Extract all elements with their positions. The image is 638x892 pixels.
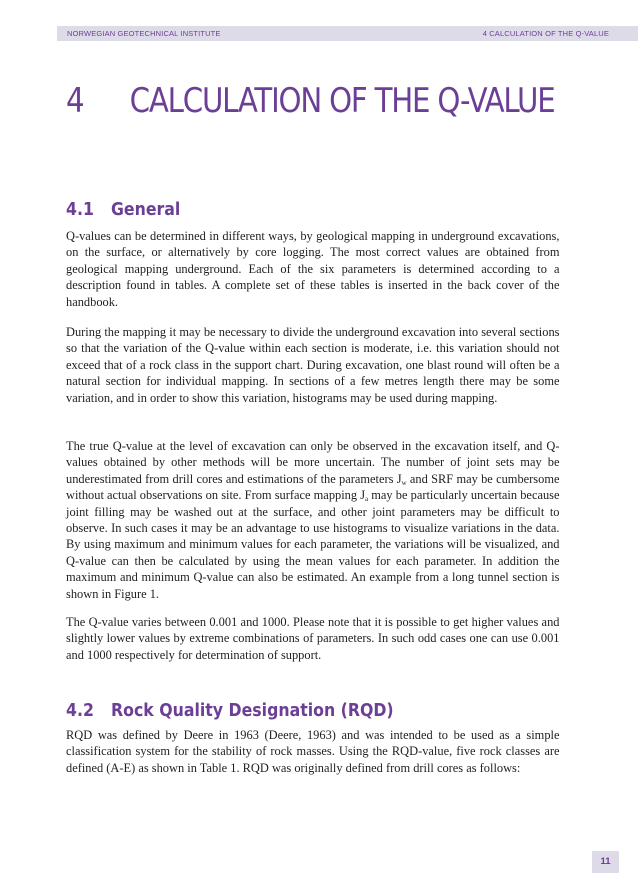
chapter-title: CALCULATION OF THE Q-VALUE xyxy=(129,81,555,121)
section-number: 4.2 xyxy=(66,701,94,721)
header-publisher: NORWEGIAN GEOTECHNICAL INSTITUTE xyxy=(67,29,221,38)
paragraph: The true Q-value at the level of excavation can only be observed in the excavation itself, and Q-values obtained by other methods will be more uncertain. The number of joint sets may be underestimated from drill cores and estimations of the parameters $J_w$ and SRF may be cumbersome without actual observations on site. From surface mapping $J_a$ may be particularly uncertain because joint filling may be washed out at the surface, and other joint parameters may be difficult to observe. In such cases it may be an advantage to use histograms to visualize variations in the data. By using maximum and minimum values for each parameter, the variations will be visualized, and Q-value can then be calculated by using the mean values for each parameter. In addition the maximum and minimum Q-value can also be estimated. An example from a long tunnel section is shown in Figure 1. xyxy=(66,439,560,601)
section-title: Rock Quality Designation (RQD) xyxy=(111,701,394,721)
subscript-a: a xyxy=(365,495,369,504)
paragraph: During the mapping it may be necessary to divide the underground excavation into several sections so that the variation of the Q-value within each section is moderate, i.e. this variation should not exceed that of a rock class in the support chart. During excavation, one blast round will often be a natural section for individual mapping. In sections of a few metres length there may be some variation, and in order to show this variation, histograms may be used during mapping. xyxy=(66,325,560,405)
paragraph: The Q-value varies between 0.001 and 1000. Please note that it is possible to get higher values and slightly lower values by extreme combinations of parameters. In such odd cases one can use 0.001 and 1000 respectively for determination of support. xyxy=(66,615,560,662)
section-title: General xyxy=(111,200,181,220)
section-heading-general xyxy=(66,199,180,221)
chapter-number: 4 xyxy=(66,81,84,121)
header-chapter: 4 CALCULATION OF THE Q-VALUE xyxy=(482,29,609,38)
section-number: 4.1 xyxy=(66,200,94,220)
paragraph: RQD was defined by Deere in 1963 (Deere, 1963) and was intended to be used as a simple classification system for the stability of rock masses. Using the RQD-value, five rock classes are defined (A-E) as shown in Table 1. RQD was originally defined from drill cores as follows: xyxy=(66,728,560,775)
subscript-w: w xyxy=(401,478,407,487)
section-heading-rqd xyxy=(66,700,394,722)
paragraph: Q-values can be determined in different ways, by geological mapping in underground excavations, on the surface, or alternatively by core logging. The most correct values are obtained from geological mapping underground. Each of the six parameters is determined according to a description found in tables. A complete set of these tables is inserted in the back cover of the handbook. xyxy=(66,229,560,309)
running-header xyxy=(57,26,638,41)
page-number: 11 xyxy=(592,851,619,873)
